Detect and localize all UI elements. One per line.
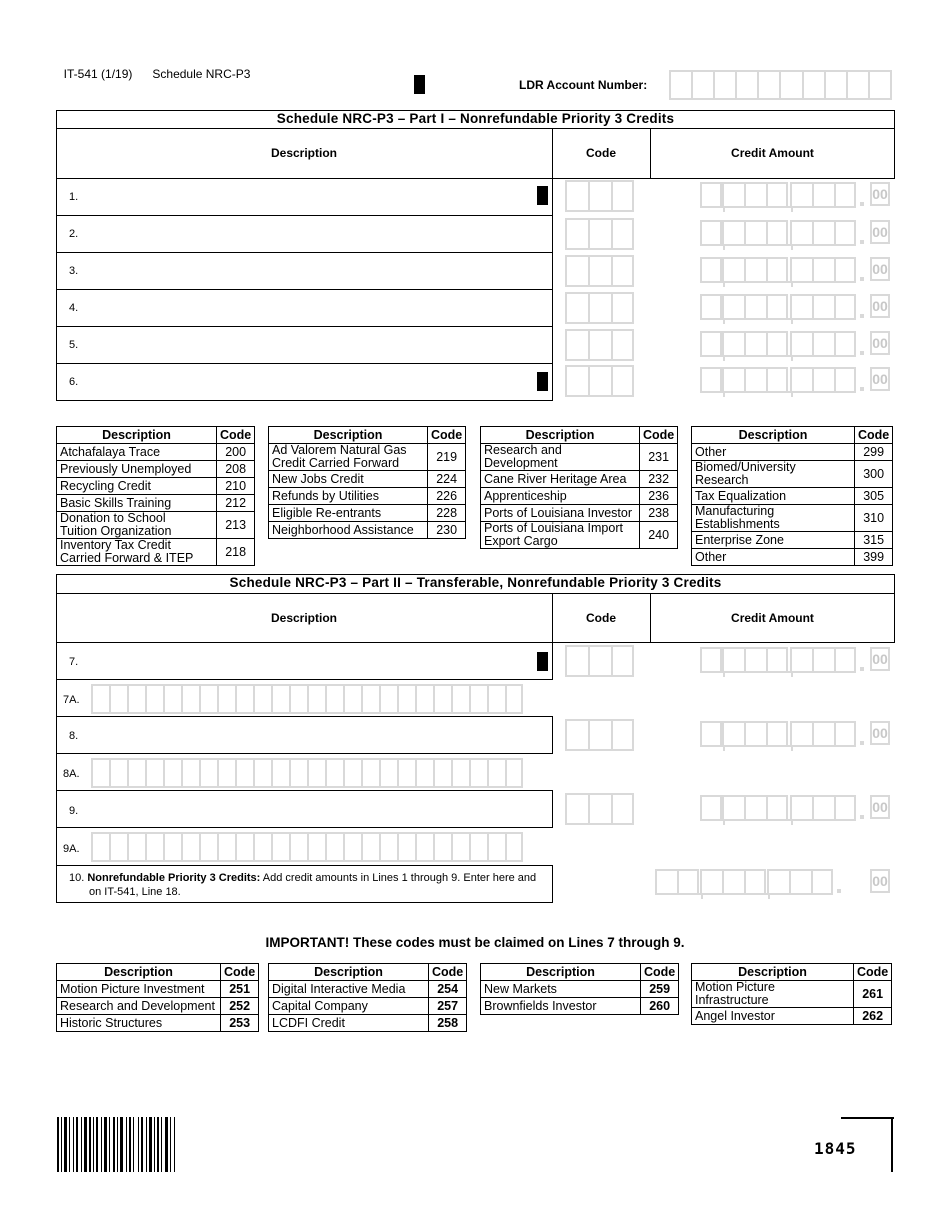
line-3-code-field[interactable]: [565, 255, 634, 287]
cents-preprinted: 00: [870, 331, 890, 355]
code-table-row: [269, 1015, 467, 1032]
code-table-row: [692, 549, 893, 566]
line-2-amount-field[interactable]: [700, 220, 892, 252]
line-7a-text-input[interactable]: [91, 684, 523, 714]
line-10-title: Nonrefundable Priority 3 Credits:: [87, 872, 261, 884]
code-description: Inventory Tax Credit Carried Forward & ITEP: [57, 539, 217, 566]
code-description: Digital Interactive Media: [269, 981, 429, 998]
divider: [56, 754, 57, 791]
code-table-col-code: Code: [855, 427, 893, 444]
code-table-row: [57, 1015, 259, 1032]
code-description: Eligible Re-entrants: [269, 505, 428, 522]
code-value: 261: [854, 981, 892, 1008]
line-7a-label: 7A.: [63, 694, 80, 706]
barcode-image: [57, 1117, 205, 1172]
code-value: 212: [217, 495, 255, 512]
code-table-col-description: Description: [481, 427, 640, 444]
code-table-row: [692, 444, 893, 461]
code-description: Ports of Louisiana Import Export Cargo: [481, 522, 640, 549]
code-value: 218: [217, 539, 255, 566]
cents-preprinted: 00: [870, 869, 890, 893]
line-3-amount-field[interactable]: [700, 257, 892, 289]
code-value: 259: [641, 981, 679, 998]
code-value: 252: [221, 998, 259, 1015]
code-table-row: [57, 461, 255, 478]
divider: [552, 128, 553, 179]
code-description: Historic Structures: [57, 1015, 221, 1032]
code-table-row: [57, 539, 255, 566]
code-table: [691, 426, 893, 566]
account-number-input[interactable]: [669, 70, 892, 100]
code-value: 200: [217, 444, 255, 461]
line-9a-text-input[interactable]: [91, 832, 523, 862]
divider: [56, 326, 553, 327]
code-value: 231: [640, 444, 678, 471]
code-table-row: [57, 444, 255, 461]
code-description: Refunds by Utilities: [269, 488, 428, 505]
code-table-row: [692, 1008, 892, 1025]
line-4-label: 4.: [69, 302, 79, 314]
code-description: Ad Valorem Natural Gas Credit Carried Forward: [269, 444, 428, 471]
code-table-row: [481, 998, 679, 1015]
code-table-row: [269, 522, 466, 539]
code-value: 254: [429, 981, 467, 998]
registration-mark: [537, 186, 548, 205]
line-10-instruction-2: on IT-541, Line 18.: [89, 886, 181, 898]
divider: [56, 252, 553, 253]
code-table-row: [692, 488, 893, 505]
part1-title: Schedule NRC-P3 – Part I – Nonrefundable Priority 3 Credits: [276, 111, 675, 126]
line-9-description-box[interactable]: [56, 790, 553, 828]
code-table-row: [269, 505, 466, 522]
code-value: 315: [855, 532, 893, 549]
line-8-description-box[interactable]: [56, 716, 553, 754]
code-table: [56, 963, 259, 1032]
code-description: Angel Investor: [692, 1008, 854, 1025]
divider: [56, 828, 57, 865]
code-description: Neighborhood Assistance: [269, 522, 428, 539]
important-notice: IMPORTANT! These codes must be claimed on Lines 7 through 9.: [265, 935, 685, 950]
divider: [56, 128, 895, 129]
code-value: 300: [855, 461, 893, 488]
line-2-label: 2.: [69, 228, 79, 240]
line-5-code-field[interactable]: [565, 329, 634, 361]
cents-preprinted: 00: [870, 220, 890, 244]
code-table-col-code: Code: [854, 964, 892, 981]
code-value: 224: [428, 471, 466, 488]
code-description: New Jobs Credit: [269, 471, 428, 488]
registration-mark: [537, 372, 548, 391]
code-description: Recycling Credit: [57, 478, 217, 495]
line-5-amount-field[interactable]: [700, 331, 892, 363]
code-value: 260: [641, 998, 679, 1015]
code-value: 299: [855, 444, 893, 461]
code-table-col-code: Code: [221, 964, 259, 981]
code-description: Donation to School Tuition Organization: [57, 512, 217, 539]
code-description: Research and Development: [481, 444, 640, 471]
line-7-label: 7.: [69, 656, 79, 668]
code-table-col-code: Code: [429, 964, 467, 981]
line-10-text: [69, 871, 549, 899]
part2-col-code: Code: [586, 611, 616, 625]
line-10-instruction: Add credit amounts in Lines 1 through 9. Enter here and: [260, 872, 537, 884]
code-value: 236: [640, 488, 678, 505]
registration-mark: [537, 652, 548, 671]
code-table: [480, 963, 679, 1015]
code-value: 399: [855, 549, 893, 566]
code-table-row: [481, 471, 678, 488]
part2-title: Schedule NRC-P3 – Part II – Transferable, Nonrefundable Priority 3 Credits: [229, 575, 722, 590]
page-number: 1845: [814, 1139, 857, 1158]
line-9-amount-field[interactable]: [700, 795, 892, 827]
cents-preprinted: 00: [870, 182, 890, 206]
line-1-label: 1.: [69, 191, 79, 203]
code-table: [268, 963, 467, 1032]
line-2-code-field[interactable]: [565, 218, 634, 250]
corner-mark: [891, 1117, 893, 1172]
line-7-code-field[interactable]: [565, 645, 634, 677]
code-table: [691, 963, 892, 1025]
code-table-col-description: Description: [692, 964, 854, 981]
code-value: 210: [217, 478, 255, 495]
code-description: LCDFI Credit: [269, 1015, 429, 1032]
divider: [56, 215, 553, 216]
code-description: Tax Equalization: [692, 488, 855, 505]
cents-preprinted: 00: [870, 795, 890, 819]
divider: [650, 128, 651, 179]
cents-preprinted: 00: [870, 647, 890, 671]
cents-preprinted: 00: [870, 257, 890, 281]
code-value: 232: [640, 471, 678, 488]
line-8-label: 8.: [69, 730, 79, 742]
code-table-row: [57, 512, 255, 539]
code-value: 240: [640, 522, 678, 549]
line-7-description-box[interactable]: [56, 643, 553, 680]
part1-col-description: Description: [270, 146, 337, 160]
code-table-row: [481, 505, 678, 522]
code-description: Atchafalaya Trace: [57, 444, 217, 461]
code-table-col-code: Code: [428, 427, 466, 444]
form-header: [57, 53, 250, 81]
code-description: Other: [692, 444, 855, 461]
code-description: New Markets: [481, 981, 641, 998]
line-9a-label: 9A.: [63, 843, 80, 855]
code-table-row: [57, 478, 255, 495]
code-table-col-description: Description: [269, 964, 429, 981]
code-table-row: [57, 495, 255, 512]
code-table-row: [57, 981, 259, 998]
code-description: Basic Skills Training: [57, 495, 217, 512]
line-8-code-field[interactable]: [565, 719, 634, 751]
cents-preprinted: 00: [870, 721, 890, 745]
registration-mark: [414, 75, 425, 94]
form-id: IT-541 (1/19): [63, 67, 133, 81]
code-value: 258: [429, 1015, 467, 1032]
line-6-amount-field[interactable]: [700, 367, 892, 399]
divider: [56, 593, 895, 594]
divider: [56, 363, 553, 364]
code-table-row: [481, 444, 678, 471]
line-9-label: 9.: [69, 805, 79, 817]
code-value: 257: [429, 998, 467, 1015]
code-description: Motion Picture Infrastructure: [692, 981, 854, 1008]
account-number-label: LDR Account Number:: [519, 78, 648, 92]
code-value: 262: [854, 1008, 892, 1025]
code-value: 213: [217, 512, 255, 539]
corner-mark: [841, 1117, 894, 1119]
code-table-col-code: Code: [640, 427, 678, 444]
line-6-label: 6.: [69, 376, 79, 388]
cents-preprinted: 00: [870, 367, 890, 391]
line-4-code-field[interactable]: [565, 292, 634, 324]
code-table-col-code: Code: [217, 427, 255, 444]
code-table: [56, 426, 255, 566]
code-value: 305: [855, 488, 893, 505]
part2-col-description: Description: [270, 611, 337, 625]
code-table-row: [692, 981, 892, 1008]
code-description: Biomed/University Research: [692, 461, 855, 488]
line-8-amount-field[interactable]: [700, 721, 892, 753]
code-description: Previously Unemployed: [57, 461, 217, 478]
code-value: 251: [221, 981, 259, 998]
divider: [650, 593, 651, 643]
line-6-code-field[interactable]: [565, 365, 634, 397]
code-value: 228: [428, 505, 466, 522]
code-table-col-description: Description: [57, 427, 217, 444]
line-4-amount-field[interactable]: [700, 294, 892, 326]
code-value: 230: [428, 522, 466, 539]
code-table-col-description: Description: [57, 964, 221, 981]
divider: [552, 593, 553, 643]
line-3-label: 3.: [69, 265, 79, 277]
code-table-col-description: Description: [692, 427, 855, 444]
line-10-amount-field[interactable]: [655, 869, 892, 901]
code-table-row: [692, 461, 893, 488]
code-table-col-code: Code: [641, 964, 679, 981]
code-value: 310: [855, 505, 893, 532]
code-value: 238: [640, 505, 678, 522]
code-value: 226: [428, 488, 466, 505]
code-description: Research and Development: [57, 998, 221, 1015]
line-7-amount-field[interactable]: [700, 647, 892, 679]
code-value: 208: [217, 461, 255, 478]
code-description: Ports of Louisiana Investor: [481, 505, 640, 522]
code-table-row: [269, 981, 467, 998]
line-9-code-field[interactable]: [565, 793, 634, 825]
code-table-row: [269, 488, 466, 505]
code-table-row: [269, 471, 466, 488]
line-10-number: 10.: [69, 872, 85, 884]
code-table-row: [692, 532, 893, 549]
code-table-row: [481, 981, 679, 998]
code-table-col-description: Description: [269, 427, 428, 444]
code-description: Apprenticeship: [481, 488, 640, 505]
code-description: Cane River Heritage Area: [481, 471, 640, 488]
part1-col-code: Code: [586, 146, 616, 160]
line-1-amount-field[interactable]: [700, 182, 892, 214]
part1-col-amount: Credit Amount: [731, 146, 814, 160]
code-description: Motion Picture Investment: [57, 981, 221, 998]
divider: [56, 289, 553, 290]
divider: [56, 680, 57, 717]
code-description: Enterprise Zone: [692, 532, 855, 549]
code-table-row: [481, 522, 678, 549]
line-1-code-field[interactable]: [565, 180, 634, 212]
code-description: Brownfields Investor: [481, 998, 641, 1015]
line-8a-label: 8A.: [63, 768, 80, 780]
code-table-row: [269, 444, 466, 471]
line-5-label: 5.: [69, 339, 79, 351]
code-value: 253: [221, 1015, 259, 1032]
line-8a-text-input[interactable]: [91, 758, 523, 788]
code-table-row: [57, 998, 259, 1015]
code-description: Manufacturing Establishments: [692, 505, 855, 532]
part2-col-amount: Credit Amount: [731, 611, 814, 625]
code-table-col-description: Description: [481, 964, 641, 981]
code-table-row: [481, 488, 678, 505]
code-table-row: [692, 505, 893, 532]
code-value: 219: [428, 444, 466, 471]
code-table: [268, 426, 466, 539]
code-description: Other: [692, 549, 855, 566]
code-table-row: [269, 998, 467, 1015]
code-description: Capital Company: [269, 998, 429, 1015]
code-table: [480, 426, 678, 549]
cents-preprinted: 00: [870, 294, 890, 318]
schedule-name: Schedule NRC-P3: [152, 67, 251, 81]
